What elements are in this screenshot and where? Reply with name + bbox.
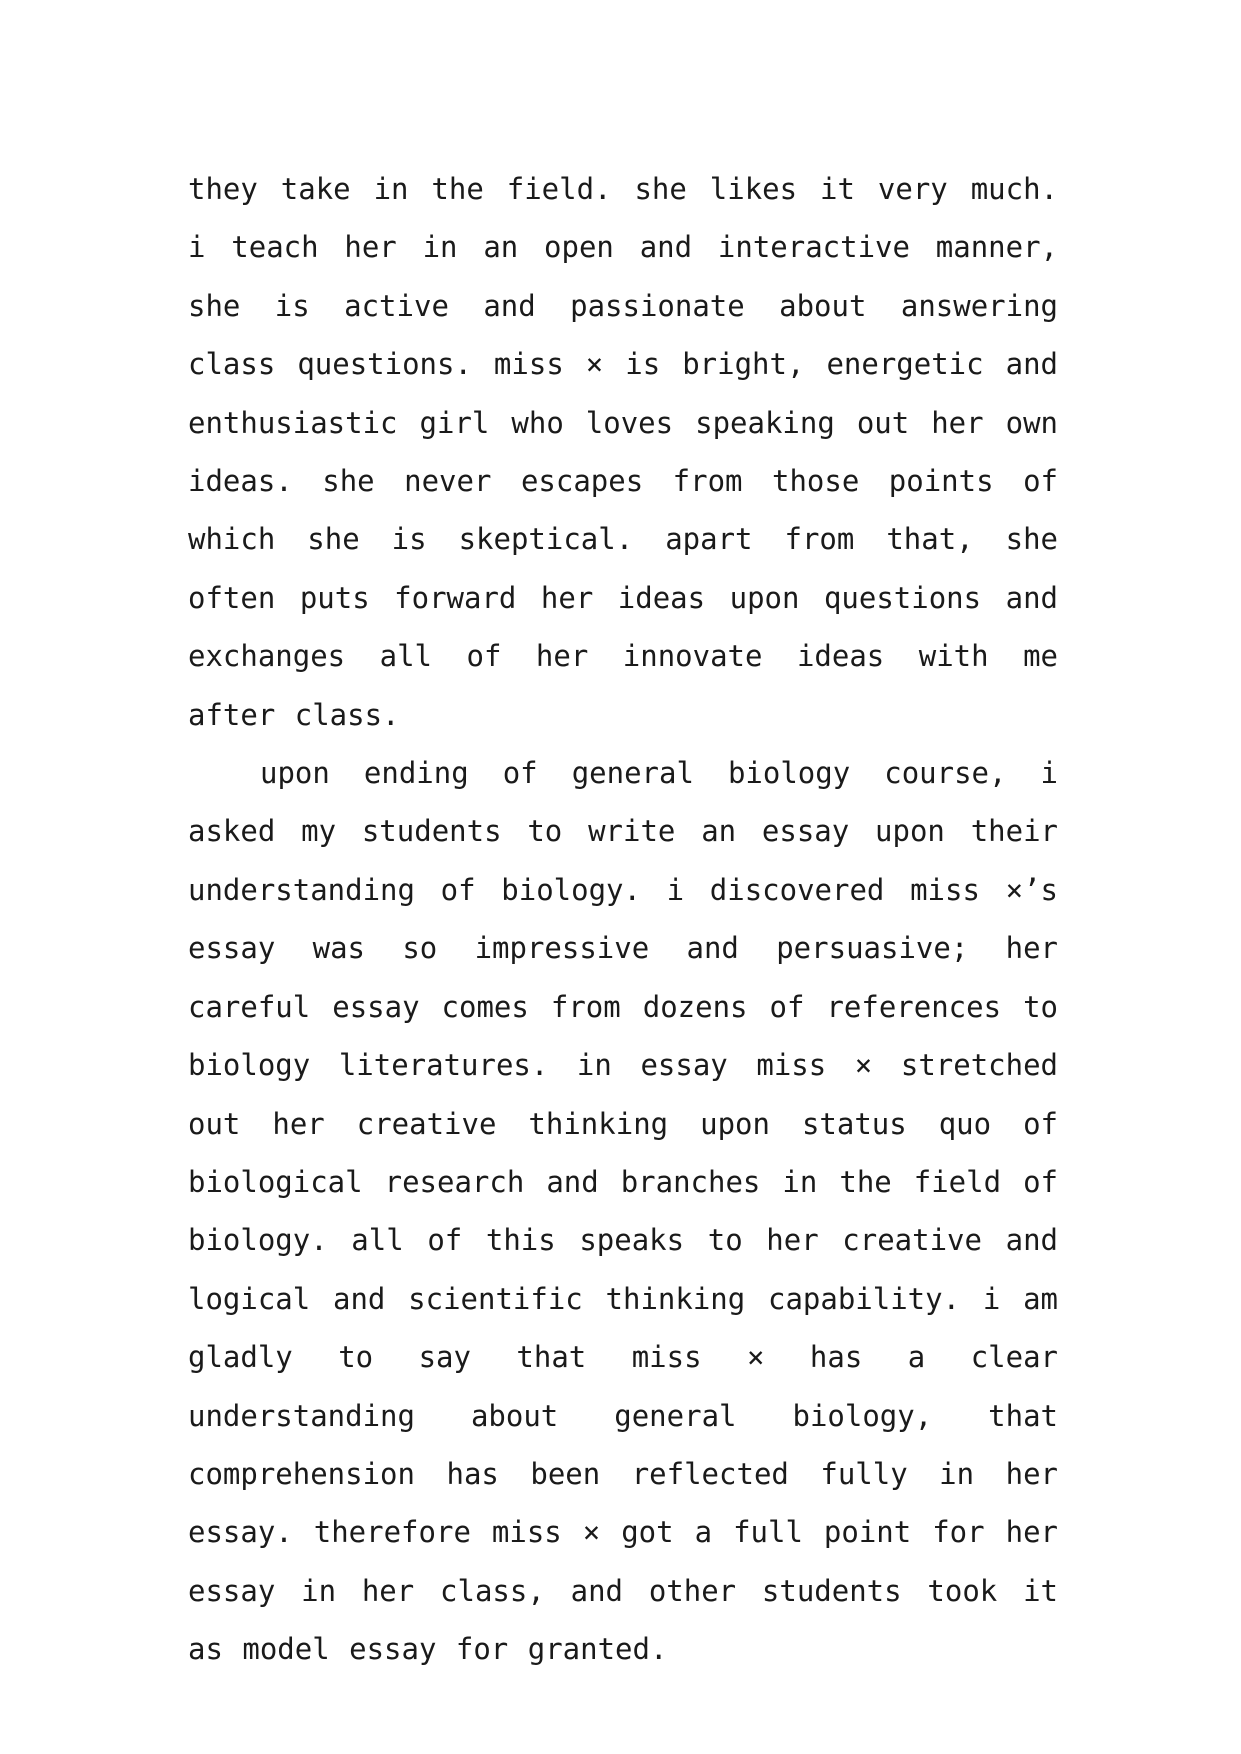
paragraph-2: upon ending of general biology course, i asked my students to write an essay upon their understanding of biology. i discovered miss ×’s essay was so impressive and persuasive; her careful essay comes from dozens of references to biology literatures. in essay miss × stretched out her creative thinking upon status quo of biological research and branches in the field of biology. all of this speaks to her creative and logical and scientific thinking capability. i am gladly to say that miss × has a clear understanding about general biology, that comprehension has been reflected fully in her essay. therefore miss × got a full point for her essay in her class, and other students took it as model essay for granted. (188, 756, 1058, 1667)
document-body (188, 160, 1058, 1679)
paragraph-1: they take in the field. she likes it very much. i teach her in an open and interactive manner, she is active and passionate about answering class questions. miss × is bright, energetic and enthusiastic girl who loves speaking out her own ideas. she never escapes from those points of which she is skeptical. apart from that, she often puts forward her ideas upon questions and exchanges all of her innovate ideas with me after class. (188, 172, 1058, 732)
